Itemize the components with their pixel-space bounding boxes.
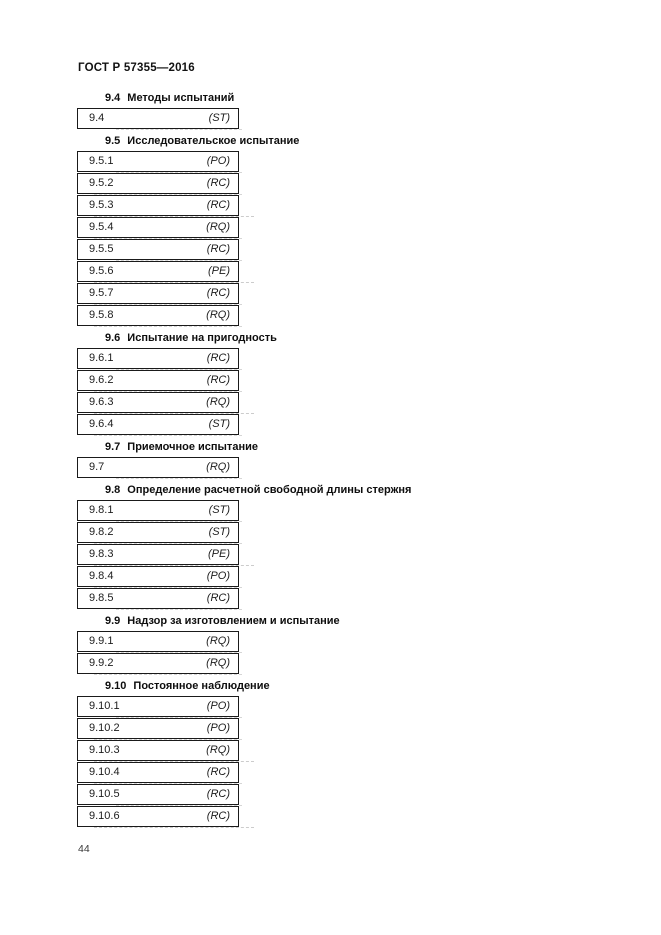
section-heading [105, 135, 497, 147]
clause-box [77, 653, 239, 674]
clause-section [77, 441, 497, 478]
clause-box [77, 173, 239, 194]
clause-number: 9.5.8 [89, 309, 114, 321]
clause-section [77, 332, 497, 435]
section-title: Испытание на пригодность [127, 332, 277, 344]
requirement-code: (RQ) [206, 744, 230, 756]
section-title: Исследовательское испытание [127, 135, 300, 147]
clause-boxes [77, 631, 239, 674]
clause-box [77, 566, 239, 587]
clause-number: 9.9.2 [89, 657, 114, 669]
section-number: 9.10 [105, 680, 127, 692]
requirement-code: (PO) [206, 700, 230, 712]
requirement-code: (RC) [206, 177, 230, 189]
clause-number: 9.6.1 [89, 352, 114, 364]
clause-box [77, 544, 239, 565]
section-title: Определение расчетной свободной длины стержня [127, 484, 412, 496]
requirement-code: (RQ) [206, 657, 230, 669]
clause-section [77, 680, 497, 827]
clauses-list [77, 88, 497, 828]
requirement-code: (RC) [206, 352, 230, 364]
clause-box [77, 784, 239, 805]
requirement-code: (RC) [206, 199, 230, 211]
clause-box [77, 762, 239, 783]
clause-number: 9.10.5 [89, 788, 120, 800]
section-number: 9.8 [105, 484, 121, 496]
clause-number: 9.5.7 [89, 287, 114, 299]
clause-box [77, 414, 239, 435]
clause-number: 9.8.1 [89, 504, 114, 516]
clause-section [77, 615, 497, 674]
clause-box [77, 283, 239, 304]
clause-number: 9.6.3 [89, 396, 114, 408]
clause-boxes [77, 151, 239, 326]
clause-number: 9.10.1 [89, 700, 120, 712]
requirement-code: (ST) [208, 504, 230, 516]
clause-box [77, 151, 239, 172]
clause-box [77, 500, 239, 521]
clause-box [77, 392, 239, 413]
section-heading [105, 615, 497, 627]
requirement-code: (ST) [208, 526, 230, 538]
clause-number: 9.10.4 [89, 766, 120, 778]
page-number: 44 [78, 843, 90, 855]
clause-box [77, 718, 239, 739]
clause-box [77, 588, 239, 609]
clause-box [77, 370, 239, 391]
clause-box [77, 522, 239, 543]
clause-box [77, 261, 239, 282]
clause-section [77, 135, 497, 326]
requirement-code: (ST) [208, 418, 230, 430]
requirement-code: (RC) [206, 243, 230, 255]
section-title: Методы испытаний [127, 92, 235, 104]
clause-number: 9.9.1 [89, 635, 114, 647]
requirement-code: (RQ) [206, 635, 230, 647]
clause-number: 9.5.2 [89, 177, 114, 189]
requirement-code: (PO) [206, 722, 230, 734]
clause-number: 9.5.6 [89, 265, 114, 277]
requirement-code: (RQ) [206, 221, 230, 233]
section-number: 9.4 [105, 92, 121, 104]
clause-box [77, 631, 239, 652]
clause-number: 9.7 [89, 461, 105, 473]
section-title: Приемочное испытание [127, 441, 258, 453]
requirement-code: (PO) [206, 155, 230, 167]
section-heading [105, 680, 497, 692]
clause-box [77, 239, 239, 260]
clause-number: 9.10.2 [89, 722, 120, 734]
section-heading [105, 484, 497, 496]
requirement-code: (RQ) [206, 309, 230, 321]
section-heading [105, 92, 497, 104]
clause-box [77, 696, 239, 717]
section-title: Постоянное наблюдение [133, 680, 270, 692]
requirement-code: (RQ) [206, 461, 230, 473]
clause-number: 9.4 [89, 112, 105, 124]
clause-number: 9.6.4 [89, 418, 114, 430]
requirement-code: (PE) [208, 548, 230, 560]
requirement-code: (PO) [206, 570, 230, 582]
clause-number: 9.5.5 [89, 243, 114, 255]
clause-box [77, 217, 239, 238]
clause-boxes [77, 500, 239, 609]
clause-number: 9.8.4 [89, 570, 114, 582]
clause-box [77, 305, 239, 326]
clause-number: 9.8.3 [89, 548, 114, 560]
requirement-code: (RC) [206, 766, 230, 778]
requirement-code: (RC) [206, 810, 230, 822]
clause-section [77, 92, 497, 129]
clause-number: 9.5.3 [89, 199, 114, 211]
clause-number: 9.5.4 [89, 221, 114, 233]
requirement-code: (RC) [206, 374, 230, 386]
clause-boxes [77, 696, 239, 827]
clause-box [77, 457, 239, 478]
section-number: 9.7 [105, 441, 121, 453]
clause-box [77, 108, 239, 129]
section-heading [105, 441, 497, 453]
standard-designation: ГОСТ Р 57355—2016 [78, 62, 195, 74]
clause-number: 9.5.1 [89, 155, 114, 167]
clause-number: 9.8.5 [89, 592, 114, 604]
section-heading [105, 332, 497, 344]
clause-number: 9.10.3 [89, 744, 120, 756]
section-number: 9.5 [105, 135, 121, 147]
clause-number: 9.6.2 [89, 374, 114, 386]
clause-number: 9.10.6 [89, 810, 120, 822]
requirement-code: (PE) [208, 265, 230, 277]
requirement-code: (RC) [206, 287, 230, 299]
section-number: 9.9 [105, 615, 121, 627]
section-title: Надзор за изготовлением и испытание [127, 615, 340, 627]
clause-number: 9.8.2 [89, 526, 114, 538]
clause-box [77, 195, 239, 216]
requirement-code: (RC) [206, 592, 230, 604]
clause-boxes [77, 348, 239, 435]
clause-section [77, 484, 497, 609]
requirement-code: (RQ) [206, 396, 230, 408]
clause-box [77, 348, 239, 369]
clause-boxes [77, 108, 239, 129]
section-number: 9.6 [105, 332, 121, 344]
clause-boxes [77, 457, 239, 478]
requirement-code: (RC) [206, 788, 230, 800]
clause-box [77, 740, 239, 761]
clause-box [77, 806, 239, 827]
requirement-code: (ST) [208, 112, 230, 124]
